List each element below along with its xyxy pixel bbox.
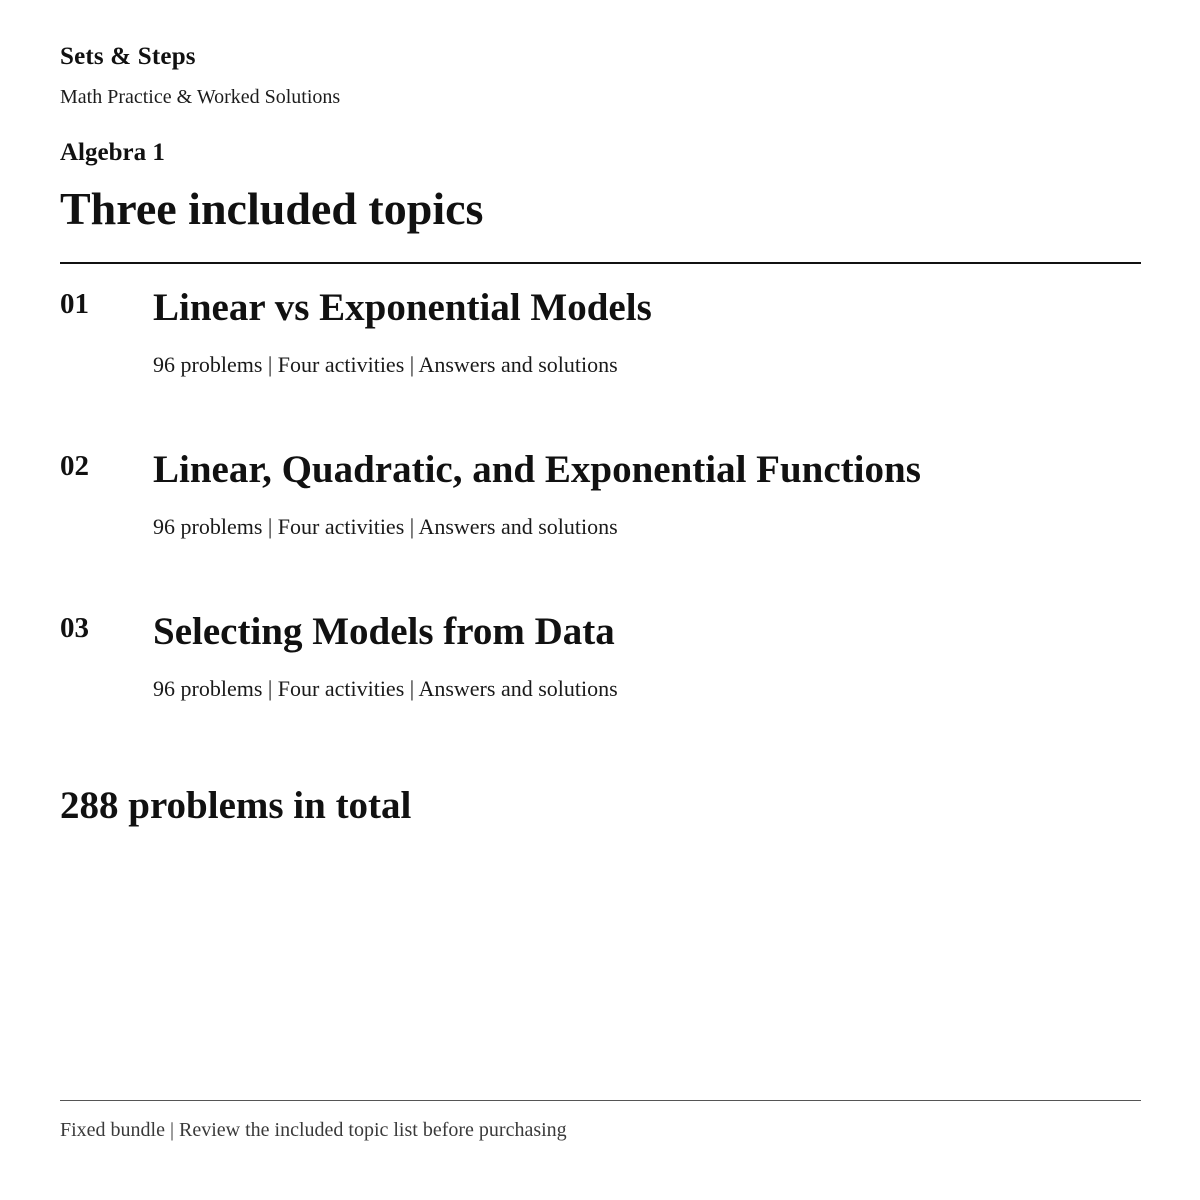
course-label: Algebra 1 xyxy=(60,139,165,166)
topic-item xyxy=(60,610,1141,750)
topic-meta: 96 problems | Four activities | Answers and solutions xyxy=(153,352,618,377)
topic-number: 03 xyxy=(60,612,89,644)
footer-divider xyxy=(60,1100,1141,1101)
total-problems: 288 problems in total xyxy=(60,784,412,827)
brand-name: Sets & Steps xyxy=(60,43,196,70)
header-divider xyxy=(60,262,1141,264)
topic-meta: 96 problems | Four activities | Answers and solutions xyxy=(153,676,618,701)
topic-item xyxy=(60,286,1141,426)
topic-number: 01 xyxy=(60,288,89,320)
brand-tagline: Math Practice & Worked Solutions xyxy=(60,86,341,108)
page-title: Three included topics xyxy=(60,183,484,234)
topic-title: Selecting Models from Data xyxy=(153,610,615,653)
topic-meta: 96 problems | Four activities | Answers and solutions xyxy=(153,514,618,539)
topic-title: Linear, Quadratic, and Exponential Functions xyxy=(153,448,921,491)
footer-note: Fixed bundle | Review the included topic list before purchasing xyxy=(60,1119,567,1141)
topic-title: Linear vs Exponential Models xyxy=(153,286,652,329)
topic-number: 02 xyxy=(60,450,89,482)
topic-item xyxy=(60,448,1141,588)
